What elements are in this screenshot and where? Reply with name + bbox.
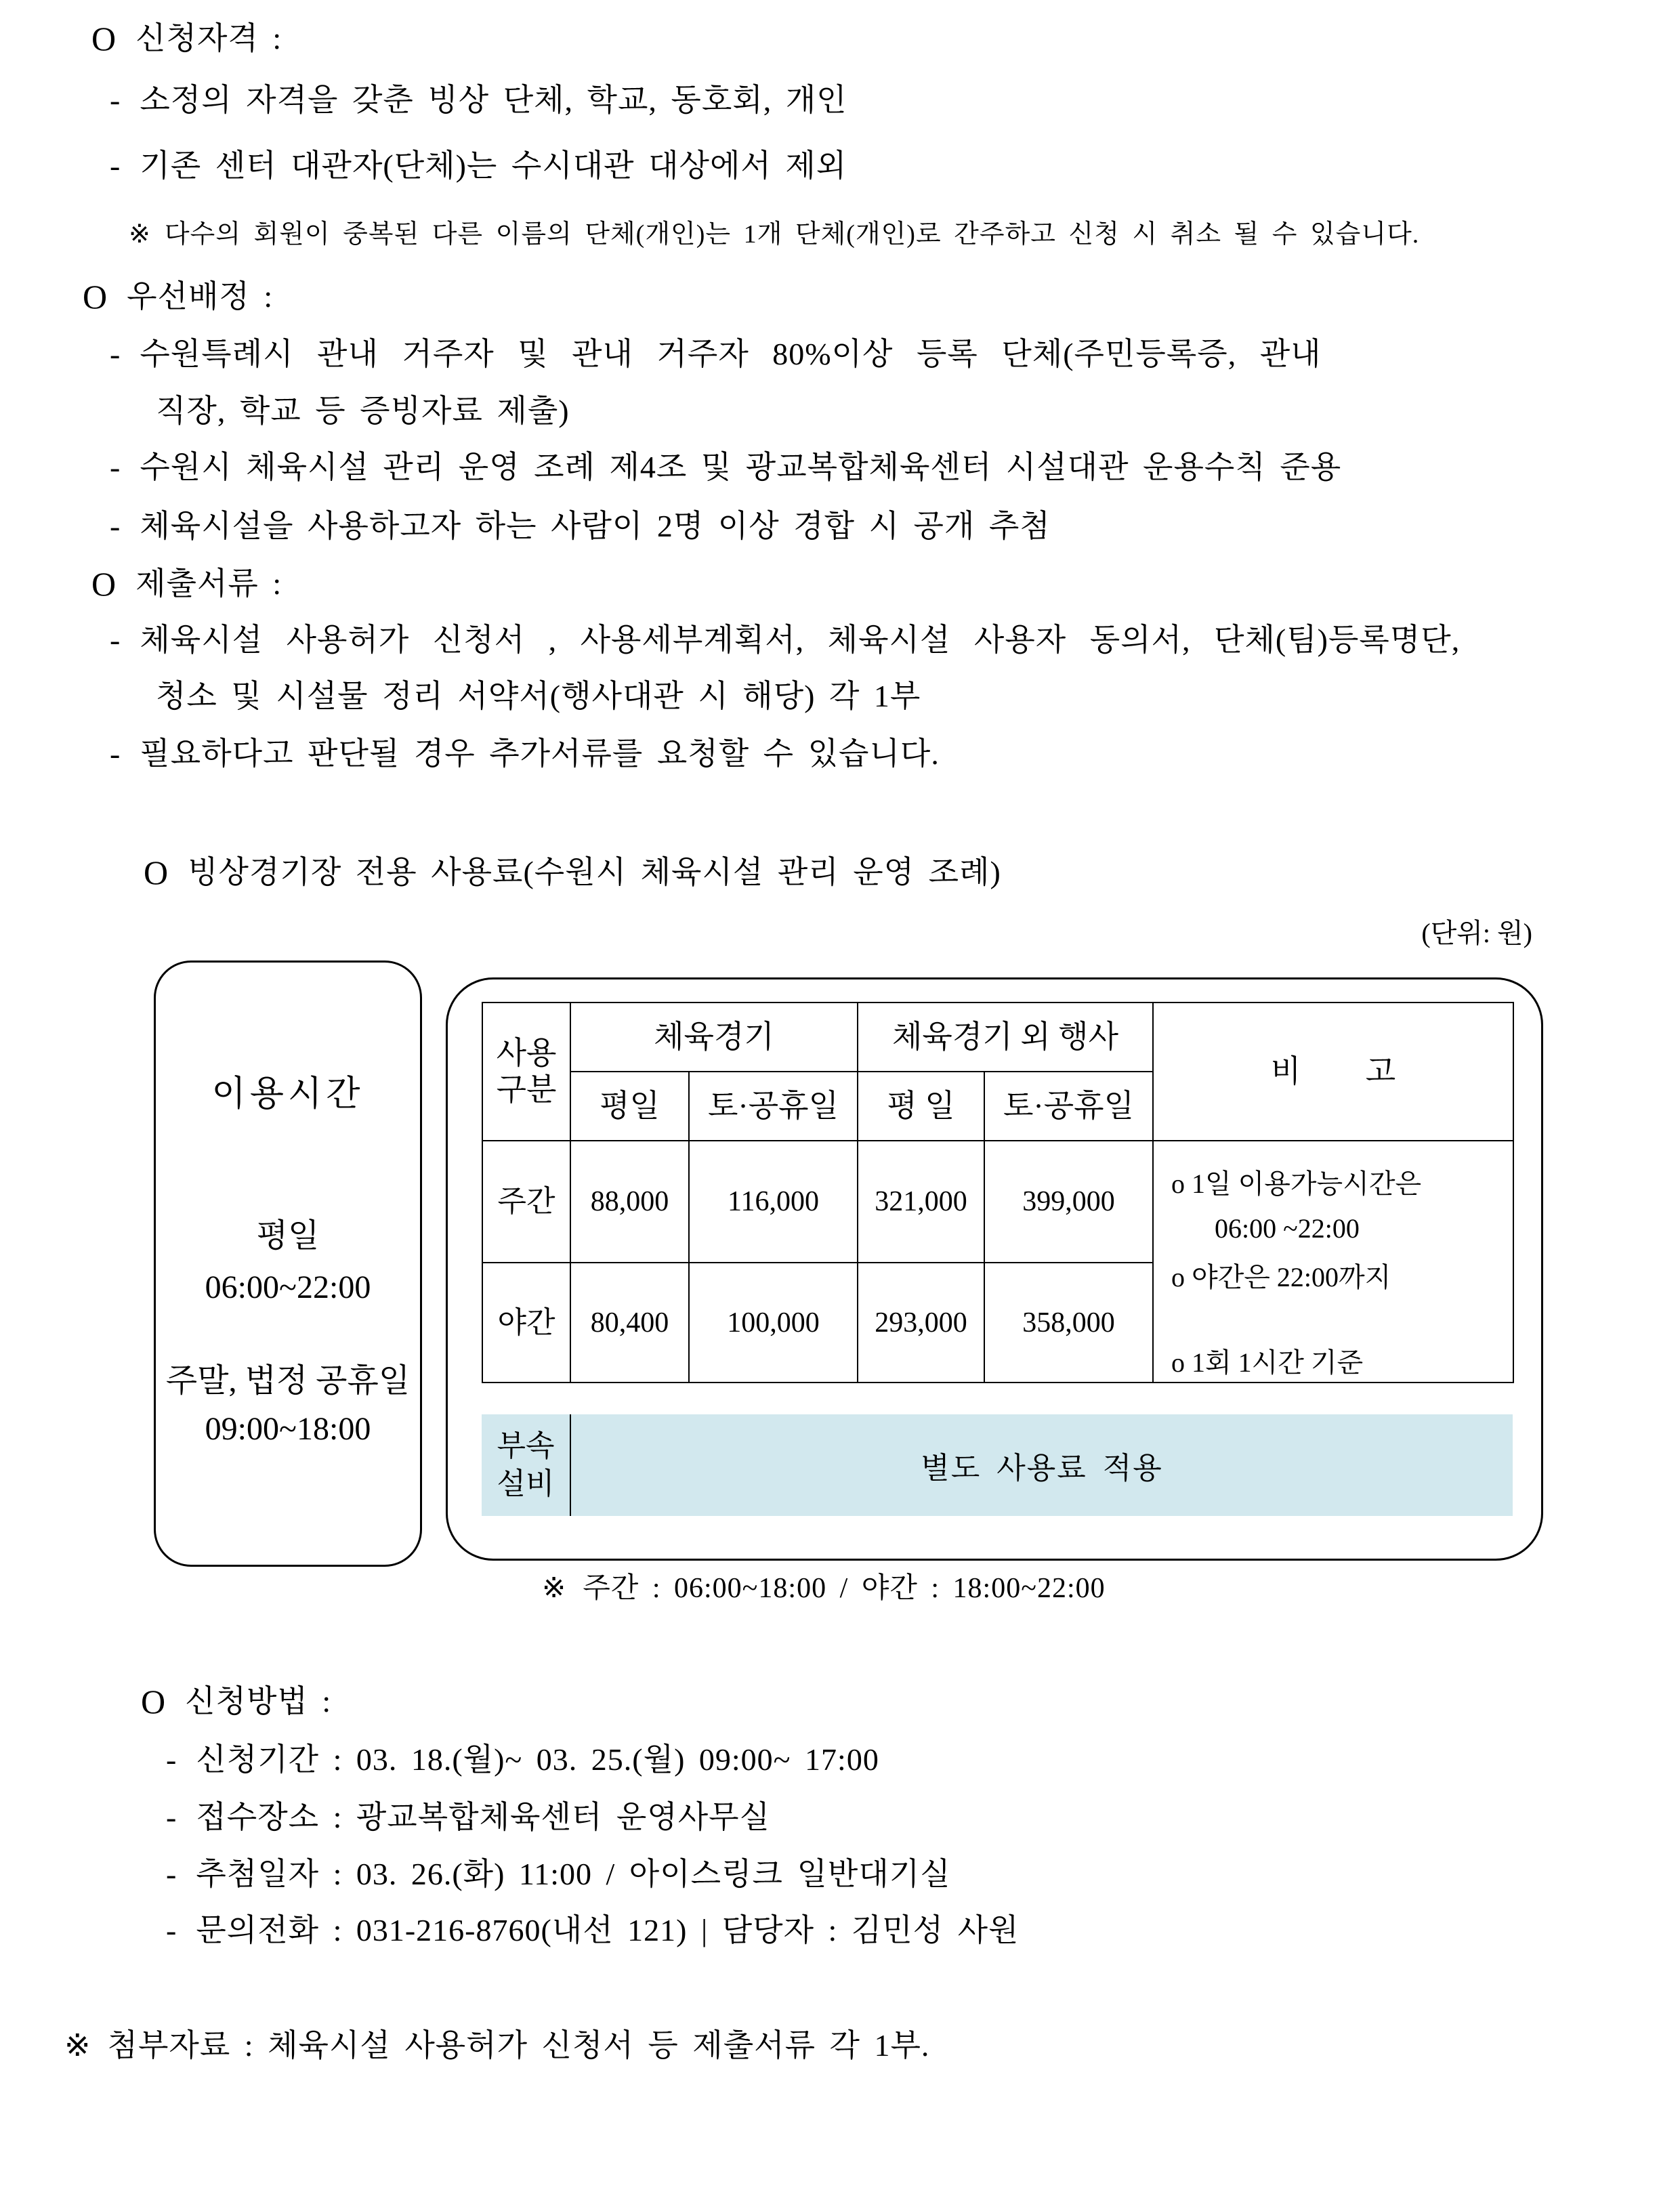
fee-group-events-header: 체육경기 외 행사 xyxy=(858,1003,1153,1072)
dash-bullet-icon: - xyxy=(110,148,121,183)
priority-item-2-text: 수원시 체육시설 관리 운영 조례 제4조 및 광교복합체육센터 시설대관 운용수칙 준용 xyxy=(140,450,1342,484)
appendix-label-line1: 부속 xyxy=(497,1429,555,1462)
priority-item-1-continued-text: 직장, 학교 등 증빙자료 제출) xyxy=(156,394,570,428)
fee-night-sports-weekday: 80,400 xyxy=(570,1263,689,1383)
hours-weekend-value: 09:00~18:00 xyxy=(205,1411,371,1447)
fee-group-sports-header: 체육경기 xyxy=(570,1003,858,1072)
apply-contact-text: 문의전화 : 031-216-8760(내선 121) | 담당자 : 김민성 사원 xyxy=(196,1913,1020,1947)
fee-col-usage-line1: 사용 xyxy=(496,1036,557,1070)
fee-table-header-row-1 xyxy=(482,1003,1513,1072)
documents-heading xyxy=(91,565,282,603)
fee-col-usage-header xyxy=(482,1003,570,1141)
qualification-item-1-text: 소정의 자격을 갖춘 빙상 단체, 학교, 동호회, 개인 xyxy=(140,83,847,117)
fee-daytime-event-weekday: 321,000 xyxy=(858,1141,984,1263)
unit-note: (단위: 원) xyxy=(1421,918,1532,948)
apply-heading xyxy=(141,1683,331,1721)
fee-sub-holiday-header: 토·공휴일 xyxy=(689,1072,858,1141)
fee-sub-weekday-header: 평일 xyxy=(570,1072,689,1141)
circle-bullet-icon: O xyxy=(91,20,117,58)
documents-heading-label: 제출서류 : xyxy=(135,566,282,601)
apply-heading-label: 신청방법 : xyxy=(185,1684,332,1718)
priority-item-2 xyxy=(110,448,1341,486)
priority-item-1-continued xyxy=(156,392,570,430)
reference-mark-icon: ※ xyxy=(64,2028,91,2063)
dash-bullet-icon: - xyxy=(110,736,121,771)
fee-col-remark-header: 비 고 xyxy=(1153,1003,1513,1141)
fee-night-sports-holiday: 100,000 xyxy=(689,1263,858,1383)
fee-box xyxy=(446,977,1543,1561)
attachment-note xyxy=(64,2027,929,2065)
apply-period-item xyxy=(166,1741,879,1779)
remark-available-hours-range: 06:00 ~22:00 xyxy=(1215,1213,1360,1244)
hours-weekday-value: 06:00~22:00 xyxy=(205,1269,371,1305)
apply-location-text: 접수장소 : 광교복합체육센터 운영사무실 xyxy=(196,1800,771,1834)
documents-item-2-text: 필요하다고 판단될 경우 추가서류를 요청할 수 있습니다. xyxy=(140,736,940,771)
documents-item-1 xyxy=(110,621,1460,659)
qualification-heading-label: 신청자격 : xyxy=(135,21,282,56)
fee-sub-holiday2-header: 토·공휴일 xyxy=(984,1072,1153,1141)
fee-row-daytime-label: 주간 xyxy=(482,1141,570,1263)
reference-mark-icon: ※ xyxy=(542,1573,567,1604)
fee-row-daytime xyxy=(482,1141,1513,1263)
apply-contact-item xyxy=(166,1912,1019,1949)
dash-bullet-icon: - xyxy=(166,1742,177,1777)
time-definition-note xyxy=(542,1571,1106,1606)
fee-remark-cell xyxy=(1153,1141,1513,1383)
qualification-item-2 xyxy=(110,147,847,185)
hours-weekend-label: 주말, 법정 공휴일 xyxy=(165,1363,411,1399)
fee-night-event-weekday: 293,000 xyxy=(858,1263,984,1383)
time-definition-note-text: 주간 : 06:00~18:00 / 야간 : 18:00~22:00 xyxy=(583,1573,1106,1604)
fee-section-heading xyxy=(144,853,1001,891)
dash-bullet-icon: - xyxy=(110,623,121,657)
fee-daytime-sports-weekday: 88,000 xyxy=(570,1141,689,1263)
dash-bullet-icon: - xyxy=(110,337,121,371)
remark-per-hour: o 1회 1시간 기준 xyxy=(1171,1347,1364,1378)
circle-bullet-icon: O xyxy=(144,853,169,891)
hours-weekday-label: 평일 xyxy=(256,1218,320,1254)
qualification-item-1 xyxy=(110,81,847,119)
apply-period-text: 신청기간 : 03. 18.(월)~ 03. 25.(월) 09:00~ 17:00 xyxy=(196,1742,879,1777)
priority-item-3 xyxy=(110,507,1051,545)
apply-lottery-text: 추첨일자 : 03. 26.(화) 11:00 / 아이스링크 일반대기실 xyxy=(196,1857,951,1891)
appendix-equipment-value: 별도 사용료 적용 xyxy=(921,1452,1163,1485)
fee-section-heading-label: 빙상경기장 전용 사용료(수원시 체육시설 관리 운영 조례) xyxy=(188,855,1001,889)
fee-row-night-label: 야간 xyxy=(482,1263,570,1383)
priority-heading xyxy=(83,278,273,316)
remark-available-hours: o 1일 이용가능시간은 xyxy=(1171,1168,1422,1199)
circle-bullet-icon: O xyxy=(91,565,117,603)
priority-item-1 xyxy=(110,335,1322,373)
fee-col-usage-line2: 구분 xyxy=(496,1072,557,1107)
circle-bullet-icon: O xyxy=(83,278,108,316)
fee-daytime-sports-holiday: 116,000 xyxy=(689,1141,858,1263)
qualification-item-2-text: 기존 센터 대관자(단체)는 수시대관 대상에서 제외 xyxy=(140,148,847,183)
dash-bullet-icon: - xyxy=(110,509,121,543)
reference-mark-icon: ※ xyxy=(129,220,151,249)
priority-item-3-text: 체육시설을 사용하고자 하는 사람이 2명 이상 경합 시 공개 추첨 xyxy=(140,509,1051,543)
qualification-footnote-text: 다수의 회원이 중복된 다른 이름의 단체(개인)는 1개 단체(개인)로 간주하고 신청 시 취소 될 수 있습니다. xyxy=(164,220,1420,249)
fee-daytime-event-holiday: 399,000 xyxy=(984,1141,1153,1263)
dash-bullet-icon: - xyxy=(166,1913,177,1947)
dash-bullet-icon: - xyxy=(166,1857,177,1891)
hours-box xyxy=(154,961,422,1567)
documents-item-1-continued-text: 청소 및 시설물 정리 서약서(행사대관 시 해당) 각 1부 xyxy=(156,679,921,713)
fee-sub-weekday2-header: 평 일 xyxy=(858,1072,984,1141)
apply-location-item xyxy=(166,1798,770,1836)
dash-bullet-icon: - xyxy=(110,83,121,117)
documents-item-2 xyxy=(110,735,940,773)
apply-lottery-item xyxy=(166,1855,951,1893)
documents-item-1-text: 체육시설 사용허가 신청서 , 사용세부계획서, 체육시설 사용자 동의서, 단체(팀)등록명단, xyxy=(140,623,1461,657)
attachment-note-text: 첨부자료 : 체육시설 사용허가 신청서 등 제출서류 각 1부. xyxy=(107,2028,930,2063)
dash-bullet-icon: - xyxy=(166,1800,177,1834)
fee-night-event-holiday: 358,000 xyxy=(984,1263,1153,1383)
priority-heading-label: 우선배정 : xyxy=(127,279,274,314)
qualification-footnote xyxy=(129,218,1419,251)
appendix-equipment-label xyxy=(482,1414,571,1516)
appendix-equipment-row xyxy=(482,1414,1513,1516)
remark-night-limit: o 야간은 22:00까지 xyxy=(1171,1262,1391,1292)
circle-bullet-icon: O xyxy=(141,1683,167,1721)
fee-table xyxy=(482,1002,1514,1383)
documents-item-1-continued xyxy=(156,677,921,715)
appendix-label-line2: 설비 xyxy=(497,1467,555,1500)
priority-item-1-text: 수원특례시 관내 거주자 및 관내 거주자 80%이상 등록 단체(주민등록증, 관내 xyxy=(140,337,1322,371)
qualification-heading xyxy=(91,20,282,58)
hours-box-title: 이용시간 xyxy=(211,1075,364,1114)
dash-bullet-icon: - xyxy=(110,450,121,484)
